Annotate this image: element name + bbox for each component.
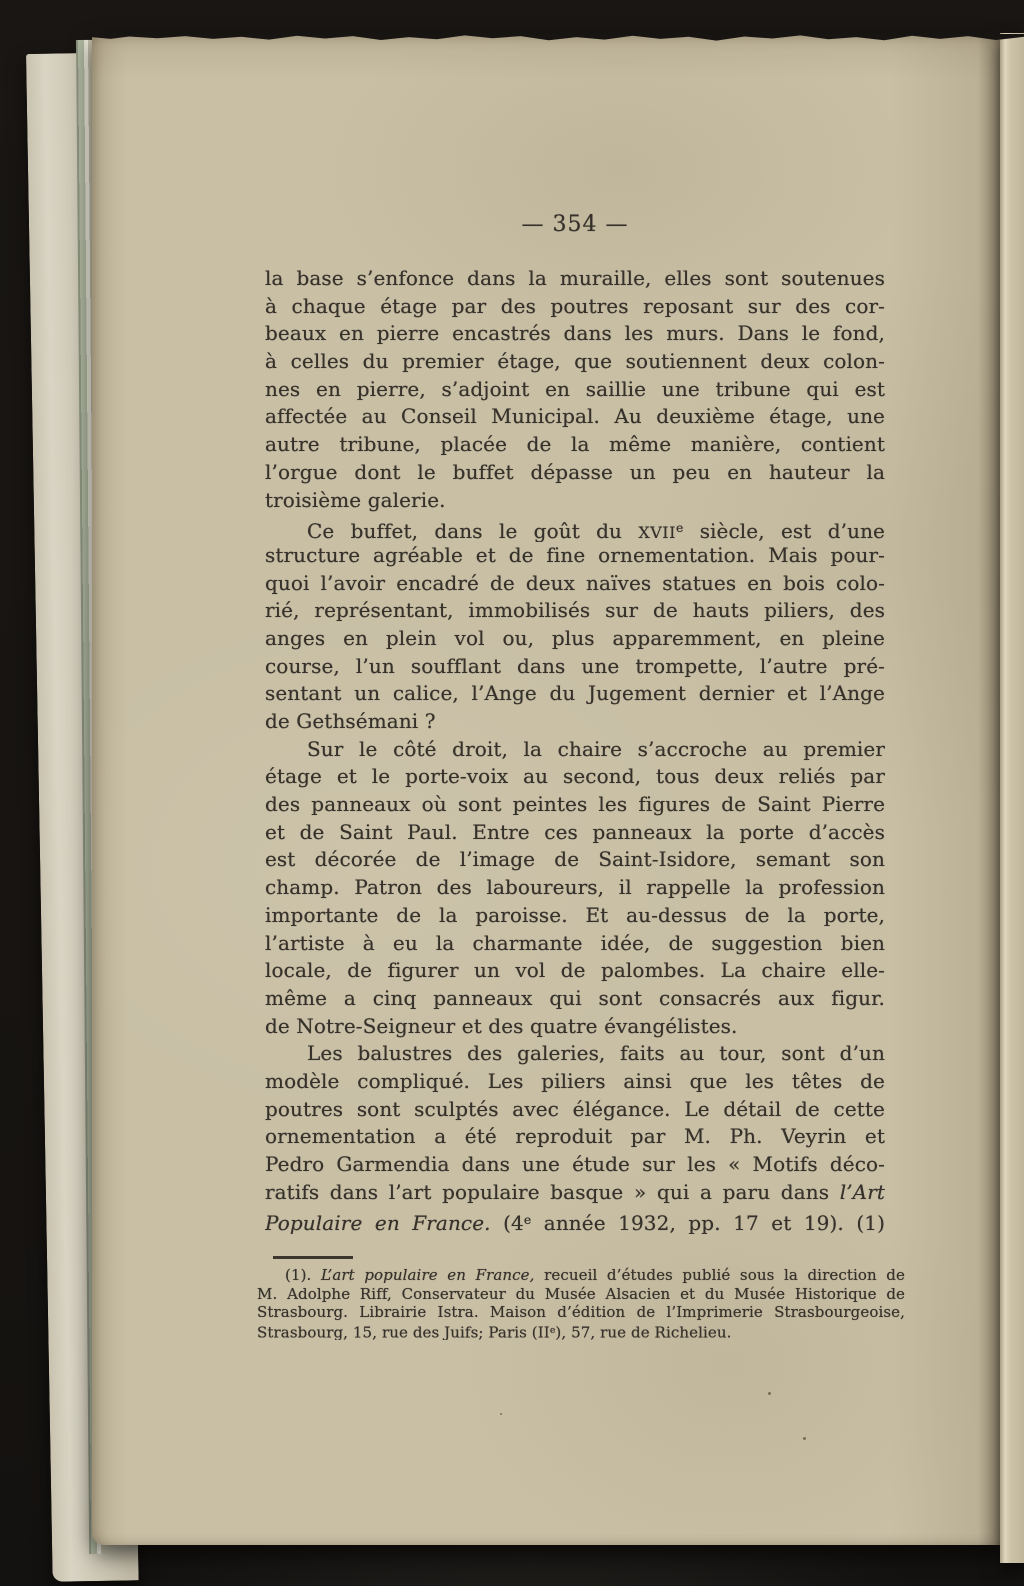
text-line: anges en plein vol ou, plus apparemment, en pleine [265, 625, 885, 650]
text-line: importante de la paroisse. Et au-dessus de la porte, [265, 902, 885, 927]
page-number: — 354 — [521, 212, 629, 237]
text-line: à chaque étage par des poutres reposant sur des cor- [265, 293, 885, 318]
text-line: sentant un calice, l’Ange du Jugement dernier et l’Ange [265, 681, 885, 706]
text-run: recueil d’études publié sous la direction de [534, 1266, 905, 1284]
paragraph-2 [265, 514, 885, 736]
text-line: l’artiste à eu la charmante idée, de suggestion bien [265, 930, 885, 955]
text-line: poutres sont sculptés avec élégance. Le détail de cette [265, 1096, 885, 1121]
text-run: (1). [285, 1266, 321, 1284]
text-line: est décorée de l’image de Saint-Isidore, semant son [265, 847, 885, 872]
text-line: des panneaux où sont peintes les figures de Saint Pierre [265, 792, 885, 817]
footnote-line: M. Adolphe Riff, Conservateur du Musée Alsacien et du Musée Historique de [257, 1284, 905, 1303]
superscript-run: e [675, 520, 684, 536]
text-line: quoi l’avoir encadré de deux naïves statues en bois colo- [265, 570, 885, 595]
paragraph-3 [265, 736, 885, 1041]
text-run: année 1932, pp. 17 et 19). (1) [531, 1211, 885, 1235]
text-line: autre tribune, placée de la même manière, contient [265, 432, 885, 457]
text-line: rié, représentant, immobilisés sur de hauts piliers, des [265, 598, 885, 623]
gutter-shadow [978, 34, 1000, 1545]
paragraph-4 [265, 1040, 885, 1234]
superscript-run: e [549, 1324, 556, 1336]
italic-run: L’art populaire en France, [320, 1266, 535, 1284]
text-line: modèle compliqué. Les piliers ainsi que les têtes de [265, 1068, 885, 1093]
text-line: champ. Patron des laboureurs, il rappelle la profession [265, 875, 885, 900]
footnote-rule [273, 1256, 353, 1259]
footnote-line [257, 1266, 905, 1285]
text-line: ornementation a été reproduit par M. Ph. Veyrin et [265, 1124, 885, 1149]
text-line: même a cinq panneaux qui sont consacrés aux figur. [265, 985, 885, 1010]
text-run: Ce buffet, dans le goût du [307, 519, 639, 542]
italic-run: Populaire en France. [265, 1211, 491, 1235]
text-line: beaux en pierre encastrés dans les murs. Dans le fond, [265, 321, 885, 346]
text-line: la base s’enfonce dans la muraille, elles sont soutenues [265, 266, 885, 290]
text-line: structure agréable et de fine ornementation. Mais pour- [265, 542, 885, 567]
italic-run: l’Art [839, 1179, 885, 1204]
text-line: affectée au Conseil Municipal. Au deuxième étage, une [265, 404, 885, 429]
text-line: et de Saint Paul. Entre ces panneaux la porte d’accès [265, 819, 885, 844]
text-run: ratifs dans l’art populaire basque » qui a paru dans [265, 1179, 840, 1204]
text-line: Les balustres des galeries, faits au tour, sont d’un [307, 1041, 885, 1066]
text-line: Pedro Garmendia dans une étude sur les « Motifs déco- [265, 1152, 885, 1176]
paper-speck [500, 1413, 502, 1415]
facing-page-edge [1000, 33, 1024, 1563]
text-run: (4 [490, 1211, 524, 1235]
book-page [92, 34, 1000, 1545]
text-line [265, 1179, 885, 1207]
superscript-run: e [523, 1212, 532, 1228]
footnote-line: Strasbourg. Librairie Istra. Maison d’édition de l’Imprimerie Strasbourgeoise, [257, 1303, 905, 1322]
text-line: de Notre-Seigneur et des quatre évangélistes. [265, 1013, 738, 1038]
footnote-line [257, 1322, 905, 1341]
text-line: nes en pierre, s’adjoint en saillie une tribune qui est [265, 376, 885, 401]
text-line: course, l’un soufflant dans une trompette, l’autre pré- [265, 653, 885, 678]
footnote [257, 1266, 905, 1340]
text-line: Sur le côté droit, la chaire s’accroche au premier [307, 736, 885, 761]
paper-speck [803, 1437, 806, 1440]
text-line: locale, de figurer un vol de palombes. La chaire elle- [265, 958, 885, 983]
text-line: à celles du premier étage, que soutiennent deux colon- [265, 349, 885, 374]
paragraph-1 [265, 265, 885, 514]
paper-speck [768, 1392, 771, 1395]
text-line [265, 514, 885, 542]
text-line: troisième galerie. [265, 487, 446, 512]
text-run: Strasbourg, 15, rue des Juifs; Paris (II [257, 1323, 550, 1341]
body-text [265, 265, 885, 1234]
text-run: siècle, est d’une [683, 519, 885, 542]
text-line: de Gethsémani ? [265, 709, 436, 733]
text-line [265, 1206, 885, 1234]
text-run: ), 57, rue de Richelieu. [555, 1323, 732, 1341]
text-line: étage et le porte-voix au second, tous deux reliés par [265, 764, 885, 789]
smallcaps-run: XVII [638, 523, 676, 542]
text-line: l’orgue dont le buffet dépasse un peu en hauteur la [265, 459, 885, 484]
